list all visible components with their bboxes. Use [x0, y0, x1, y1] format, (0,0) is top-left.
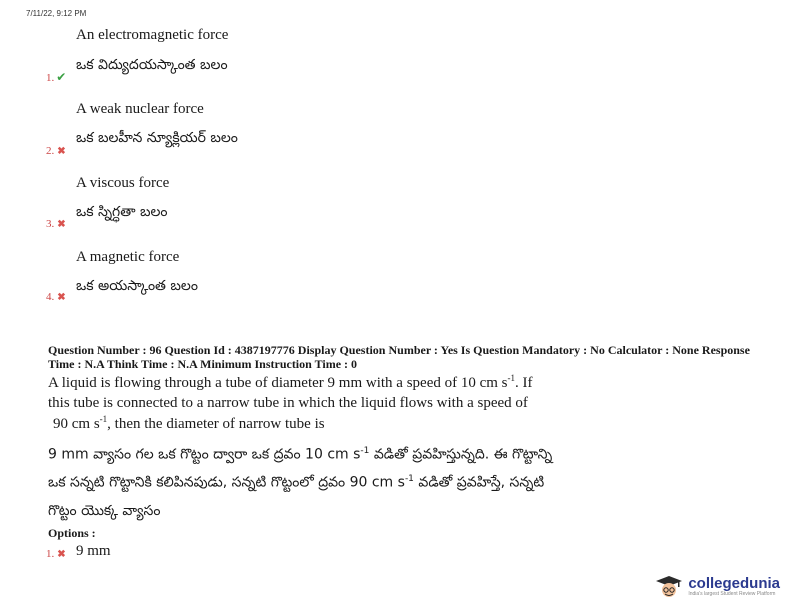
question-telugu-line2 [48, 474, 544, 494]
option-3-english: A viscous force [76, 175, 170, 191]
option-number-label: 1. [46, 548, 55, 560]
superscript: -1 [360, 446, 370, 456]
question-english-line3 [53, 414, 325, 433]
option-number-label: 2. [46, 145, 55, 157]
question-text: ఒక సన్నటి గొట్టానికి కలిపినపుడు, సన్నటి గొట్టంలో ద్రవం 90 cm s [48, 474, 405, 491]
superscript: -1 [507, 373, 516, 383]
question-english-line2: this tube is connected to a narrow tube in which the liquid flows with a speed of [48, 395, 528, 411]
question-text: 9 mm వ్యాసం గల ఒక గొట్టం ద్వారా ఒక ద్రవం 10 cm s [48, 446, 361, 463]
option-number-label: 1. [46, 72, 55, 84]
option-1-telugu: ఒక విద్యుదయస్కాంత బలం [76, 57, 228, 73]
option-4-telugu: ఒక అయస్కాంత బలం [76, 278, 198, 294]
option-2-number [46, 145, 66, 157]
cross-icon: ✖ [57, 292, 66, 303]
print-timestamp: 7/11/22, 9:12 PM [26, 9, 87, 18]
current-option-1-number [46, 548, 66, 560]
cross-icon: ✖ [57, 146, 66, 157]
current-option-1-text: 9 mm [76, 543, 111, 559]
logo-tagline: India's largest Student Review Platform [688, 590, 776, 597]
question-meta-line1: Question Number : 96 Question Id : 4387197776 Display Question Number : Yes Is Question Mandatory : No Calculator : None Response [48, 343, 750, 357]
question-text: వడితో ప్రవహిస్తే, సన్నటి [413, 474, 545, 491]
collegedunia-logo [654, 574, 780, 598]
option-4-english: A magnetic force [76, 249, 180, 265]
option-1-number [46, 70, 66, 85]
option-4-number [46, 291, 66, 303]
graduate-mascot-icon [654, 574, 684, 598]
question-meta-line2: Time : N.A Think Time : N.A Minimum Instruction Time : 0 [48, 357, 358, 371]
superscript: -1 [404, 474, 414, 484]
superscript: -1 [99, 414, 108, 424]
logo-name: collegedunia [688, 574, 780, 592]
question-telugu-line3: గొట్టం యొక్క వ్యాసం [48, 503, 161, 519]
check-icon: ✔ [56, 70, 67, 84]
question-text: వడితో ప్రవహిస్తున్నది. ఈ గొట్టాన్ని [369, 446, 553, 463]
option-3-telugu: ఒక స్నిగ్ధతా బలం [76, 204, 168, 220]
option-2-english: A weak nuclear force [76, 101, 204, 117]
question-english-line1 [48, 373, 533, 392]
question-text: , then the diameter of narrow tube is [107, 416, 325, 432]
option-number-label: 4. [46, 291, 55, 303]
question-text: A liquid is flowing through a tube of diameter 9 mm with a speed of 10 cm s [48, 375, 508, 391]
options-heading: Options : [48, 526, 96, 540]
question-text: . If [515, 375, 533, 391]
option-number-label: 3. [46, 218, 55, 230]
option-1-english: An electromagnetic force [76, 27, 229, 43]
cross-icon: ✖ [57, 549, 66, 560]
question-text: 90 cm s [53, 416, 100, 432]
cross-icon: ✖ [57, 219, 66, 230]
option-2-telugu: ఒక బలహీన న్యూక్లియర్ బలం [76, 130, 238, 146]
question-telugu-line1 [48, 446, 552, 466]
option-3-number [46, 218, 66, 230]
